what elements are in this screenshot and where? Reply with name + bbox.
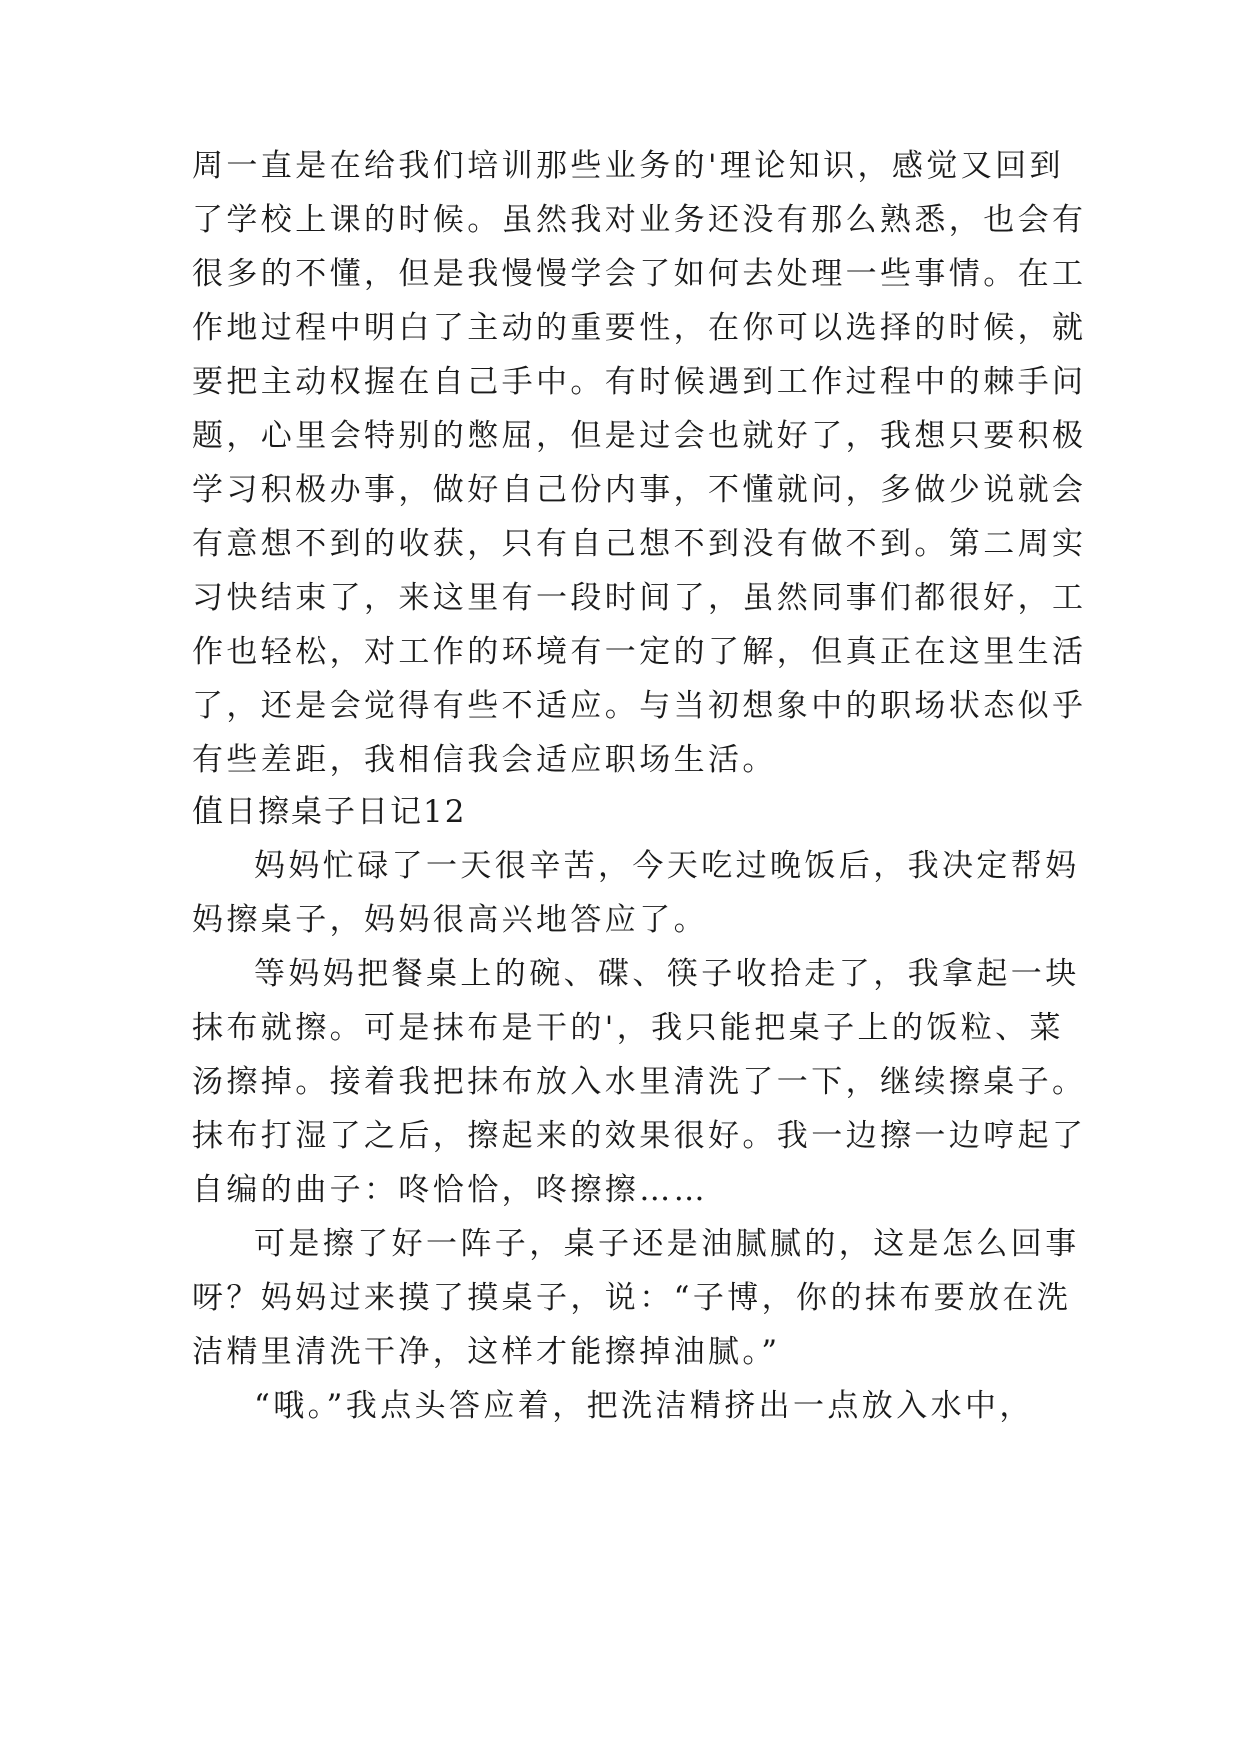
paragraph-line: 洁精里清洗干净，这样才能擦掉油腻。” bbox=[192, 1334, 781, 1370]
paragraph-line: 了学校上课的时候。虽然我对业务还没有那么熟悉，也会有 bbox=[192, 202, 1087, 238]
paragraph-line: “哦。”我点头答应着，把洗洁精挤出一点放入水中， bbox=[254, 1388, 1034, 1424]
paragraph-line: 可是擦了好一阵子，桌子还是油腻腻的，这是怎么回事 bbox=[254, 1226, 1080, 1262]
paragraph-line: 等妈妈把餐桌上的碗、碟、筷子收拾走了，我拿起一块 bbox=[254, 956, 1080, 992]
paragraph-line: 很多的不懂，但是我慢慢学会了如何去处理一些事情。在工 bbox=[192, 256, 1087, 292]
paragraph-line: 要把主动权握在自己手中。有时候遇到工作过程中的棘手问 bbox=[192, 364, 1087, 400]
paragraph-line: 抹布就擦。可是抹布是干的'，我只能把桌子上的饭粒、菜 bbox=[192, 1010, 1064, 1046]
paragraph-line: 妈妈忙碌了一天很辛苦，今天吃过晚饭后，我决定帮妈 bbox=[254, 848, 1080, 884]
paragraph-line: 有些差距，我相信我会适应职场生活。 bbox=[192, 742, 777, 778]
paragraph-line: 学习积极办事，做好自己份内事，不懂就问，多做少说就会 bbox=[192, 472, 1087, 508]
paragraph-line: 呀？妈妈过来摸了摸桌子，说：“子博，你的抹布要放在洗 bbox=[192, 1280, 1072, 1316]
paragraph-line: 周一直是在给我们培训那些业务的'理论知识，感觉又回到 bbox=[192, 148, 1064, 184]
paragraph-line: 习快结束了，来这里有一段时间了，虽然同事们都很好，工 bbox=[192, 580, 1087, 616]
paragraph-line: 自编的曲子：咚恰恰，咚擦擦…… bbox=[192, 1172, 708, 1208]
section-heading: 值日擦桌子日记12 bbox=[192, 794, 467, 830]
paragraph-line: 抹布打湿了之后，擦起来的效果很好。我一边擦一边哼起了 bbox=[192, 1118, 1087, 1154]
paragraph-line: 作也轻松，对工作的环境有一定的了解，但真正在这里生活 bbox=[192, 634, 1087, 670]
paragraph-line: 了，还是会觉得有些不适应。与当初想象中的职场状态似乎 bbox=[192, 688, 1087, 724]
paragraph-line: 妈擦桌子，妈妈很高兴地答应了。 bbox=[192, 902, 708, 938]
paragraph-line: 汤擦掉。接着我把抹布放入水里清洗了一下，继续擦桌子。 bbox=[192, 1064, 1087, 1100]
paragraph-line: 有意想不到的收获，只有自己想不到没有做不到。第二周实 bbox=[192, 526, 1087, 562]
paragraph-line: 作地过程中明白了主动的重要性，在你可以选择的时候，就 bbox=[192, 310, 1087, 346]
paragraph-line: 题，心里会特别的憋屈，但是过会也就好了，我想只要积极 bbox=[192, 418, 1087, 454]
